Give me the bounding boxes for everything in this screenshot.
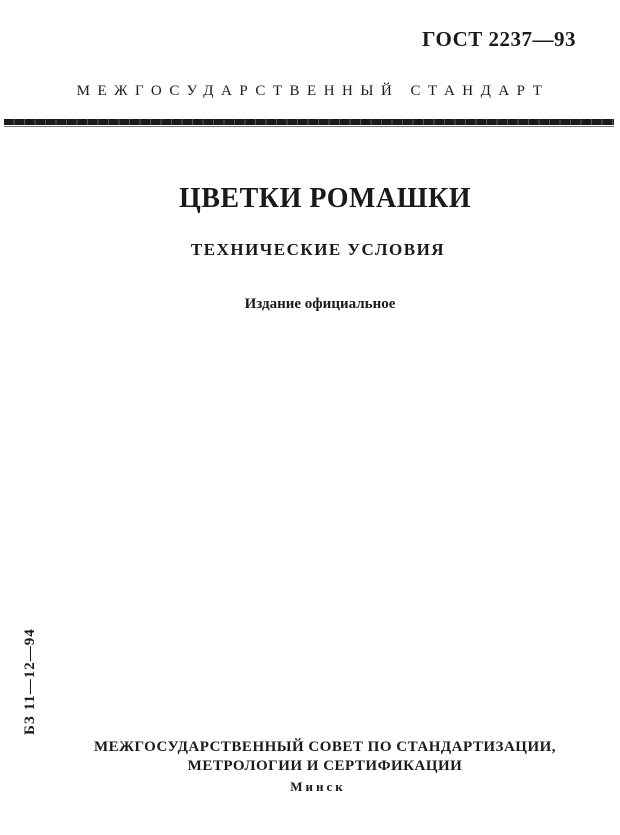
publisher-line-1: МЕЖГОСУДАРСТВЕННЫЙ СОВЕТ ПО СТАНДАРТИЗАЦИИ, (93, 739, 557, 755)
publisher-line-2: МЕТРОЛОГИИ И СЕРТИФИКАЦИИ (187, 758, 463, 774)
catalog-mark: БЗ 11—12—94 (22, 628, 38, 735)
edition-label: Издание официальное (244, 296, 396, 312)
publication-city: Минск (290, 779, 346, 794)
document-code: ГОСТ 2237—93 (422, 27, 576, 51)
standard-type-heading: МЕЖГОСУДАРСТВЕННЫЙ СТАНДАРТ (76, 83, 550, 99)
document-subtitle: ТЕХНИЧЕСКИЕ УСЛОВИЯ (190, 240, 446, 259)
header-rule-underline (4, 126, 614, 127)
document-title: ЦВЕТКИ РОМАШКИ (178, 183, 472, 214)
header-rule (4, 119, 614, 125)
publisher (0, 738, 620, 776)
